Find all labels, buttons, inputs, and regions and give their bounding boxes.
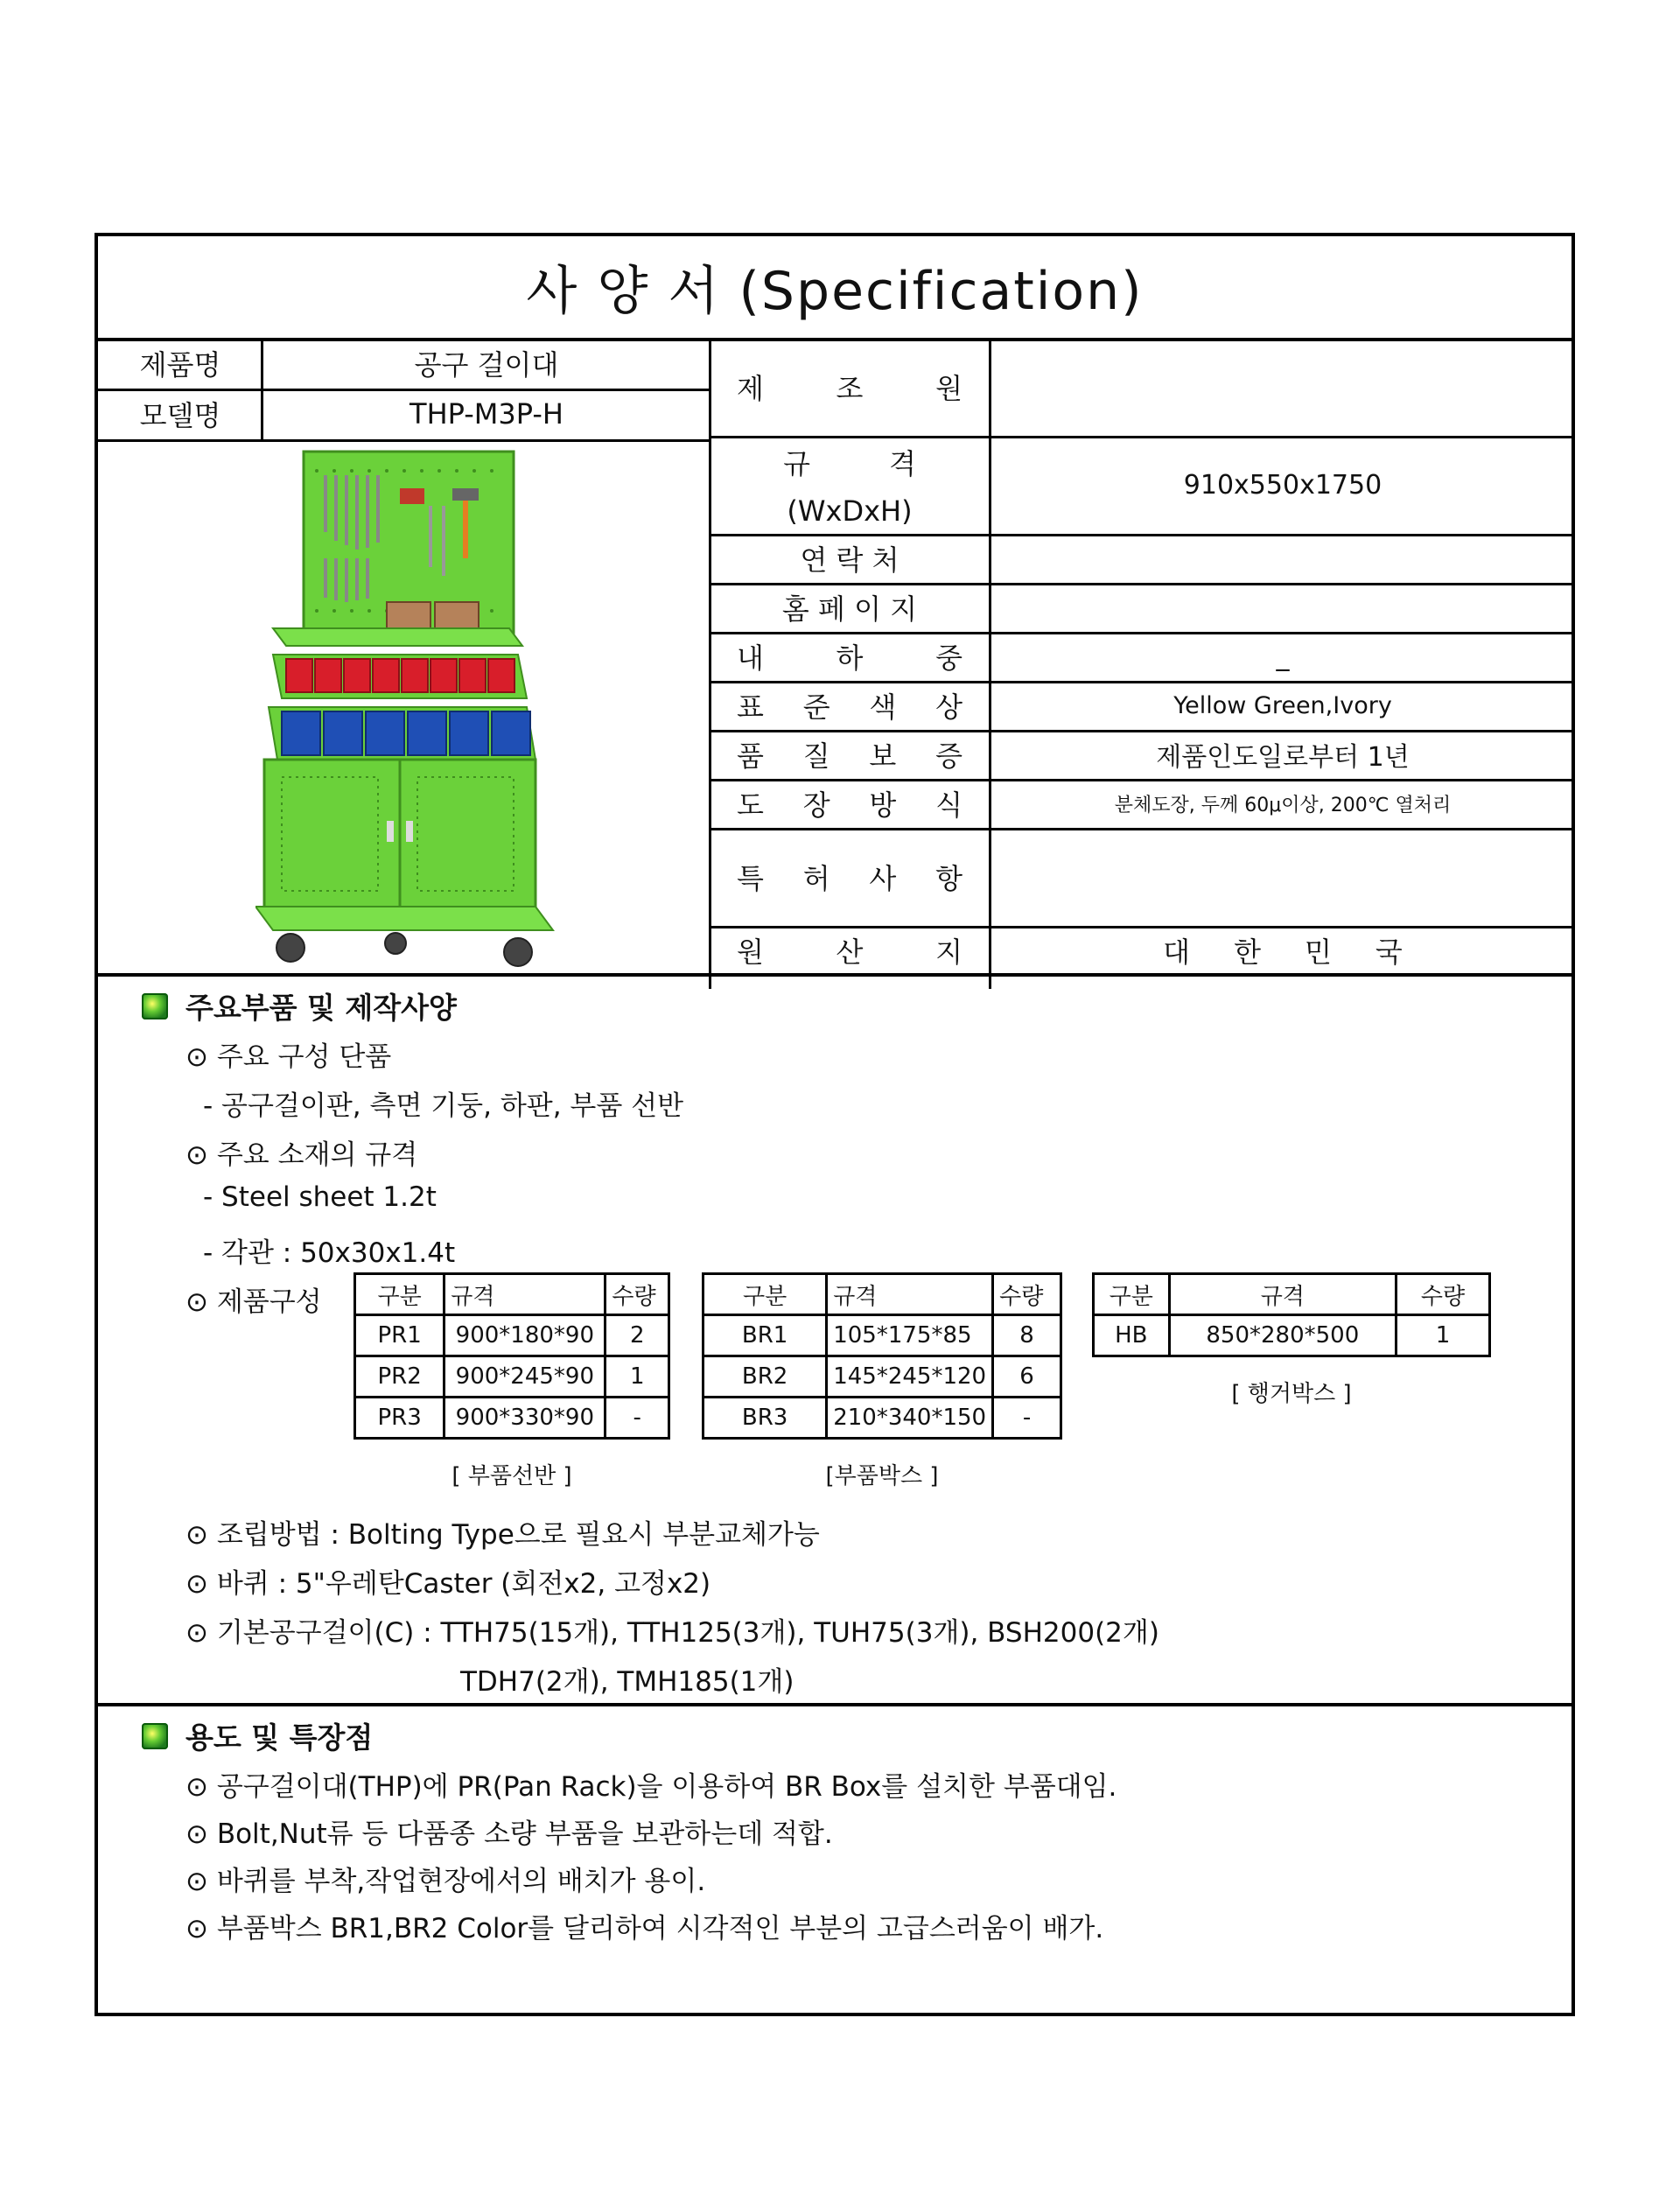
table-cell: - xyxy=(606,1398,669,1439)
section-usage-heading: 용도 및 특장점 xyxy=(142,1715,373,1756)
hammer-head xyxy=(452,488,479,501)
table-header: 구분 xyxy=(704,1274,827,1315)
text-line: - Steel sheet 1.2t xyxy=(203,1181,437,1213)
model-label: 모델명 xyxy=(139,399,221,432)
model-value: THP-M3P-H xyxy=(410,397,564,431)
table-cell: 850*280*500 xyxy=(1169,1315,1396,1356)
warranty-label: 품 질 보 증 xyxy=(737,739,962,773)
shelf-table xyxy=(354,1272,670,1440)
table-cell: - xyxy=(993,1398,1061,1439)
table-header: 수량 xyxy=(993,1274,1061,1315)
size-label: 규 격 (WxDxH) xyxy=(783,447,916,528)
table-header: 규격 xyxy=(1169,1274,1396,1315)
text-line: ⊙ 제품구성 xyxy=(186,1286,322,1318)
base-plate xyxy=(256,907,553,930)
origin-label: 원 산 지 xyxy=(737,935,962,969)
table-header: 규격 xyxy=(444,1274,606,1315)
coating-label: 도 장 방 식 xyxy=(737,788,962,822)
table-cell: 210*340*150 xyxy=(827,1398,993,1439)
green-bullet-icon xyxy=(142,1723,168,1749)
section-main-parts-heading: 주요부품 및 제작사양 xyxy=(142,985,457,1026)
table-header: 구분 xyxy=(1094,1274,1170,1315)
table-cell: PR2 xyxy=(355,1356,444,1398)
text-line: ⊙ 바퀴 : 5"우레탄Caster (회전x2, 고정x2) xyxy=(186,1568,711,1600)
maker-label: 제 조 원 xyxy=(737,372,962,405)
text-line: - 공구걸이판, 측면 기둥, 하판, 부품 선반 xyxy=(203,1090,684,1122)
text-line: ⊙ 공구걸이대(THP)에 PR(Pan Rack)을 이용하여 BR Box를 설치한 부품대임. xyxy=(186,1771,1117,1803)
table-cell: 900*330*90 xyxy=(444,1398,606,1439)
box-caption: [부품박스 ] xyxy=(825,1463,939,1489)
parts-box-brown xyxy=(387,602,430,630)
shelf-caption: [ 부품선반 ] xyxy=(452,1463,572,1489)
color-label: 표 준 색 상 xyxy=(737,690,962,724)
table-cell: 1 xyxy=(606,1356,669,1398)
table-header: 규격 xyxy=(827,1274,993,1315)
table-cell: PR3 xyxy=(355,1398,444,1439)
table-cell: 900*245*90 xyxy=(444,1356,606,1398)
divider xyxy=(98,973,1572,977)
text-line: ⊙ 주요 구성 단품 xyxy=(186,1041,392,1073)
color-value: Yellow Green,Ivory xyxy=(1173,691,1392,719)
product-name-value: 공구 걸이대 xyxy=(414,348,559,382)
casters xyxy=(276,933,532,966)
divider xyxy=(98,1703,1572,1706)
product-name-label: 제품명 xyxy=(139,348,221,382)
text-line: ⊙ 조립방법 : Bolting Type으로 필요시 부분교체가능 xyxy=(186,1519,820,1551)
hanger-table xyxy=(1092,1272,1491,1357)
load-label: 내 하 중 xyxy=(737,641,962,675)
patent-label: 특 허 사 항 xyxy=(737,862,962,895)
product-image xyxy=(256,445,676,970)
origin-value: 대 한 민 국 xyxy=(1163,935,1403,969)
table-cell: 105*175*85 xyxy=(827,1315,993,1356)
green-bullet-icon xyxy=(142,993,168,1019)
page-title: 사 양 서 (Specification) xyxy=(98,236,1572,341)
parts-box-brown xyxy=(435,602,479,630)
divider xyxy=(261,338,263,439)
hanger-caption: [ 행거박스 ] xyxy=(1231,1381,1352,1407)
table-cell: BR2 xyxy=(704,1356,827,1398)
divider xyxy=(98,389,710,391)
load-value: _ xyxy=(1276,641,1290,672)
divider xyxy=(98,439,710,442)
text-line: ⊙ 주요 소재의 규격 xyxy=(186,1139,418,1171)
table-cell: 900*180*90 xyxy=(444,1315,606,1356)
table-cell: BR1 xyxy=(704,1315,827,1356)
table-cell: 145*245*120 xyxy=(827,1356,993,1398)
contact-label: 연 락 처 xyxy=(800,543,900,577)
text-line: TDH7(2개), TMH185(1개) xyxy=(460,1666,794,1698)
warranty-value: 제품인도일로부터 1년 xyxy=(1156,742,1410,773)
table-cell: 1 xyxy=(1396,1315,1490,1356)
table-cell: 2 xyxy=(606,1315,669,1356)
size-value: 910x550x1750 xyxy=(1183,469,1382,501)
spec-sheet-frame xyxy=(94,233,1575,2016)
pliers xyxy=(400,488,424,504)
homepage-label: 홈 페 이 지 xyxy=(781,592,918,626)
table-cell: PR1 xyxy=(355,1315,444,1356)
table-cell: 6 xyxy=(993,1356,1061,1398)
text-line: ⊙ 바퀴를 부착,작업현장에서의 배치가 용이. xyxy=(186,1866,706,1897)
text-line: ⊙ 부품박스 BR1,BR2 Color를 달리하여 시각적인 부분의 고급스러움이 배가. xyxy=(186,1913,1104,1944)
table-header: 구분 xyxy=(355,1274,444,1315)
text-line: ⊙ Bolt,Nut류 등 다품종 소량 부품을 보관하는데 적합. xyxy=(186,1818,833,1850)
table-header: 수량 xyxy=(606,1274,669,1315)
text-line: ⊙ 기본공구걸이(C) : TTH75(15개), TTH125(3개), TUH75(3개), BSH200(2개) xyxy=(186,1617,1159,1649)
table-header: 수량 xyxy=(1396,1274,1490,1315)
box-table xyxy=(702,1272,1062,1440)
text-line: - 각관 : 50x30x1.4t xyxy=(203,1237,456,1269)
table-cell: HB xyxy=(1094,1315,1170,1356)
coating-value: 분체도장, 두께 60μ이상, 200℃ 열처리 xyxy=(1114,794,1452,816)
shelf-pr1 xyxy=(273,628,522,646)
table-cell: 8 xyxy=(993,1315,1061,1356)
table-cell: BR3 xyxy=(704,1398,827,1439)
